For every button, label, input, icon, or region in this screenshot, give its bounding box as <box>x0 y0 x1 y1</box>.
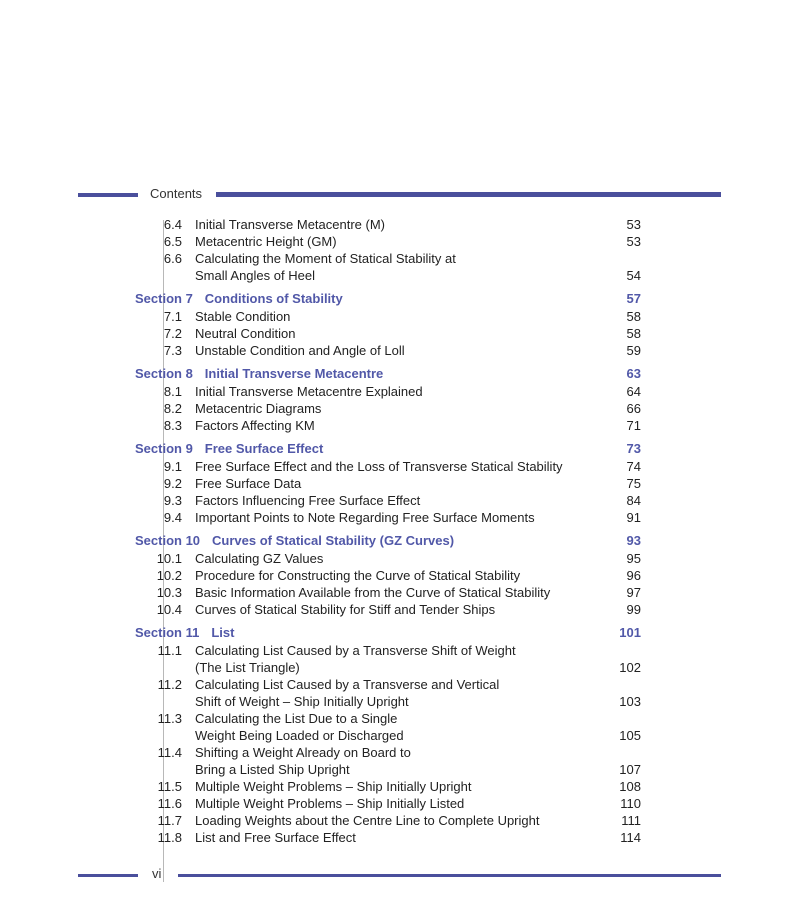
entry-number: 6.6 <box>163 251 182 266</box>
entry-number: 11.8 <box>157 830 182 845</box>
entry-title: List and Free Surface Effect <box>195 830 356 845</box>
entry-title: Neutral Condition <box>195 326 296 341</box>
page-ref: 107 <box>619 762 641 777</box>
page-ref: 99 <box>626 602 641 617</box>
entry-number: 9.3 <box>163 493 182 508</box>
toc-entry <box>0 601 800 618</box>
entry-number: 11.4 <box>157 745 182 760</box>
entry-number: 6.5 <box>163 234 182 249</box>
entry-title: Metacentric Diagrams <box>195 401 322 416</box>
toc-entry <box>0 342 800 359</box>
entry-number: 11.5 <box>157 779 182 794</box>
toc-section-heading <box>0 290 800 308</box>
toc-entry <box>0 383 800 400</box>
entry-title: Multiple Weight Problems – Ship Initially Upright <box>195 779 472 794</box>
entry-title: Calculating List Caused by a Transverse and Vertical Shift of Weight – Ship Initially Upright <box>195 677 500 709</box>
page-ref: 114 <box>620 830 641 845</box>
entry-title: Procedure for Constructing the Curve of Statical Stability <box>195 568 521 583</box>
toc-entry <box>0 492 800 509</box>
page-ref: 53 <box>626 234 641 249</box>
page-ref: 71 <box>626 418 641 433</box>
toc-entry <box>0 778 800 795</box>
page-ref: 59 <box>626 343 641 358</box>
toc-entry <box>0 475 800 492</box>
toc-entry <box>0 744 800 778</box>
running-header: Contents <box>150 186 203 201</box>
entry-number: 9.2 <box>163 476 182 491</box>
entry-title: Factors Influencing Free Surface Effect <box>195 493 421 508</box>
entry-number: 9.4 <box>163 510 182 525</box>
toc-entry <box>0 795 800 812</box>
entry-number: 11.7 <box>157 813 182 828</box>
page-ref: 93 <box>626 533 641 548</box>
page-ref: 66 <box>626 401 641 416</box>
section-heading <box>135 365 383 383</box>
page-ref: 95 <box>626 551 641 566</box>
page-ref: 103 <box>619 694 641 709</box>
page-ref: 58 <box>626 309 641 324</box>
section-title: Initial Transverse Metacentre <box>204 366 384 381</box>
toc-section-heading <box>0 440 800 458</box>
entry-title: Multiple Weight Problems – Ship Initially Listed <box>195 796 465 811</box>
section-heading <box>135 290 343 308</box>
toc-section-heading <box>0 365 800 383</box>
section-heading-text: Section 9 <box>135 441 193 456</box>
entry-title: Initial Transverse Metacentre (M) <box>195 217 386 232</box>
entry-title: Basic Information Available from the Curve of Statical Stability <box>195 585 551 600</box>
section-heading-text: Section 8 <box>135 366 193 381</box>
toc-entry <box>0 584 800 601</box>
entry-title: Initial Transverse Metacentre Explained <box>195 384 423 399</box>
page-ref: 64 <box>626 384 641 399</box>
toc-entry <box>0 550 800 567</box>
toc-entry <box>0 509 800 526</box>
entry-title: Curves of Statical Stability for Stiff and Tender Ships <box>195 602 496 617</box>
entry-title: Calculating List Caused by a Transverse Shift of Weight (The List Triangle) <box>195 643 516 675</box>
page-ref: 96 <box>626 568 641 583</box>
entry-title: Calculating the Moment of Statical Stability at Small Angles of Heel <box>195 251 456 283</box>
entry-title: Factors Affecting KM <box>195 418 315 433</box>
footer-rule-left <box>78 874 138 877</box>
page-ref: 54 <box>626 268 641 283</box>
page-ref: 74 <box>626 459 641 474</box>
entry-title: Stable Condition <box>195 309 291 324</box>
entry-number: 11.6 <box>157 796 182 811</box>
section-heading-text: Section 11 <box>135 625 200 640</box>
section-title: Free Surface Effect <box>204 441 324 456</box>
page-ref: 110 <box>620 796 641 811</box>
toc-entry <box>0 710 800 744</box>
page-ref: 102 <box>619 660 641 675</box>
entry-number: 8.3 <box>163 418 182 433</box>
section-title: List <box>211 625 235 640</box>
page-ref: 84 <box>626 493 641 508</box>
page-ref: 101 <box>619 625 641 640</box>
entry-number: 8.1 <box>163 384 182 399</box>
page-ref: 58 <box>626 326 641 341</box>
entry-number: 10.4 <box>156 602 182 617</box>
entry-number: 10.3 <box>156 585 182 600</box>
header-rule-right <box>216 192 721 197</box>
toc-entry <box>0 642 800 676</box>
section-heading <box>135 532 454 550</box>
footer-rule-right <box>178 874 721 877</box>
page-ref: 73 <box>626 441 641 456</box>
section-title: Conditions of Stability <box>204 291 343 306</box>
entry-number: 8.2 <box>163 401 182 416</box>
table-of-contents <box>0 216 800 846</box>
toc-entry <box>0 216 800 233</box>
toc-entry <box>0 567 800 584</box>
page-ref: 63 <box>626 366 641 381</box>
page-ref: 53 <box>626 217 641 232</box>
page-ref: 105 <box>619 728 641 743</box>
section-heading-text: Section 7 <box>135 291 193 306</box>
entry-title: Shifting a Weight Already on Board to Bring a Listed Ship Upright <box>195 745 411 777</box>
entry-number: 11.3 <box>157 711 182 726</box>
toc-section-heading <box>0 624 800 642</box>
page-ref: 57 <box>626 291 641 306</box>
page-ref: 111 <box>621 813 641 828</box>
entry-number: 11.1 <box>157 643 182 658</box>
entry-title: Metacentric Height (GM) <box>195 234 337 249</box>
toc-entry <box>0 676 800 710</box>
page-ref: 97 <box>626 585 641 600</box>
page-ref: 75 <box>626 476 641 491</box>
toc-entry <box>0 308 800 325</box>
entry-title: Calculating GZ Values <box>195 551 324 566</box>
entry-title: Free Surface Effect and the Loss of Transverse Statical Stability <box>195 459 563 474</box>
toc-entry <box>0 400 800 417</box>
toc-section-heading <box>0 532 800 550</box>
entry-number: 7.3 <box>163 343 182 358</box>
page-ref: 91 <box>626 510 641 525</box>
header-rule-left <box>78 193 138 197</box>
entry-title: Important Points to Note Regarding Free Surface Moments <box>195 510 535 525</box>
entry-title: Loading Weights about the Centre Line to Complete Upright <box>195 813 540 828</box>
section-title: Curves of Statical Stability (GZ Curves) <box>212 533 455 548</box>
entry-number: 10.2 <box>156 568 182 583</box>
page-number: vi <box>152 866 162 881</box>
toc-entry <box>0 325 800 342</box>
toc-entry <box>0 250 800 284</box>
toc-entry <box>0 458 800 475</box>
page-ref: 108 <box>619 779 641 794</box>
entry-number: 10.1 <box>156 551 182 566</box>
section-heading <box>135 624 234 642</box>
entry-title: Calculating the List Due to a Single Weight Being Loaded or Discharged <box>195 711 404 743</box>
entry-number: 9.1 <box>163 459 182 474</box>
entry-number: 7.2 <box>163 326 182 341</box>
section-heading-text: Section 10 <box>135 533 201 548</box>
entry-title: Unstable Condition and Angle of Loll <box>195 343 405 358</box>
entry-number: 7.1 <box>163 309 182 324</box>
toc-entry <box>0 812 800 829</box>
entry-title: Free Surface Data <box>195 476 302 491</box>
toc-entry <box>0 417 800 434</box>
entry-number: 6.4 <box>163 217 182 232</box>
toc-entry <box>0 829 800 846</box>
entry-number: 11.2 <box>157 677 182 692</box>
section-heading <box>135 440 323 458</box>
toc-entry <box>0 233 800 250</box>
